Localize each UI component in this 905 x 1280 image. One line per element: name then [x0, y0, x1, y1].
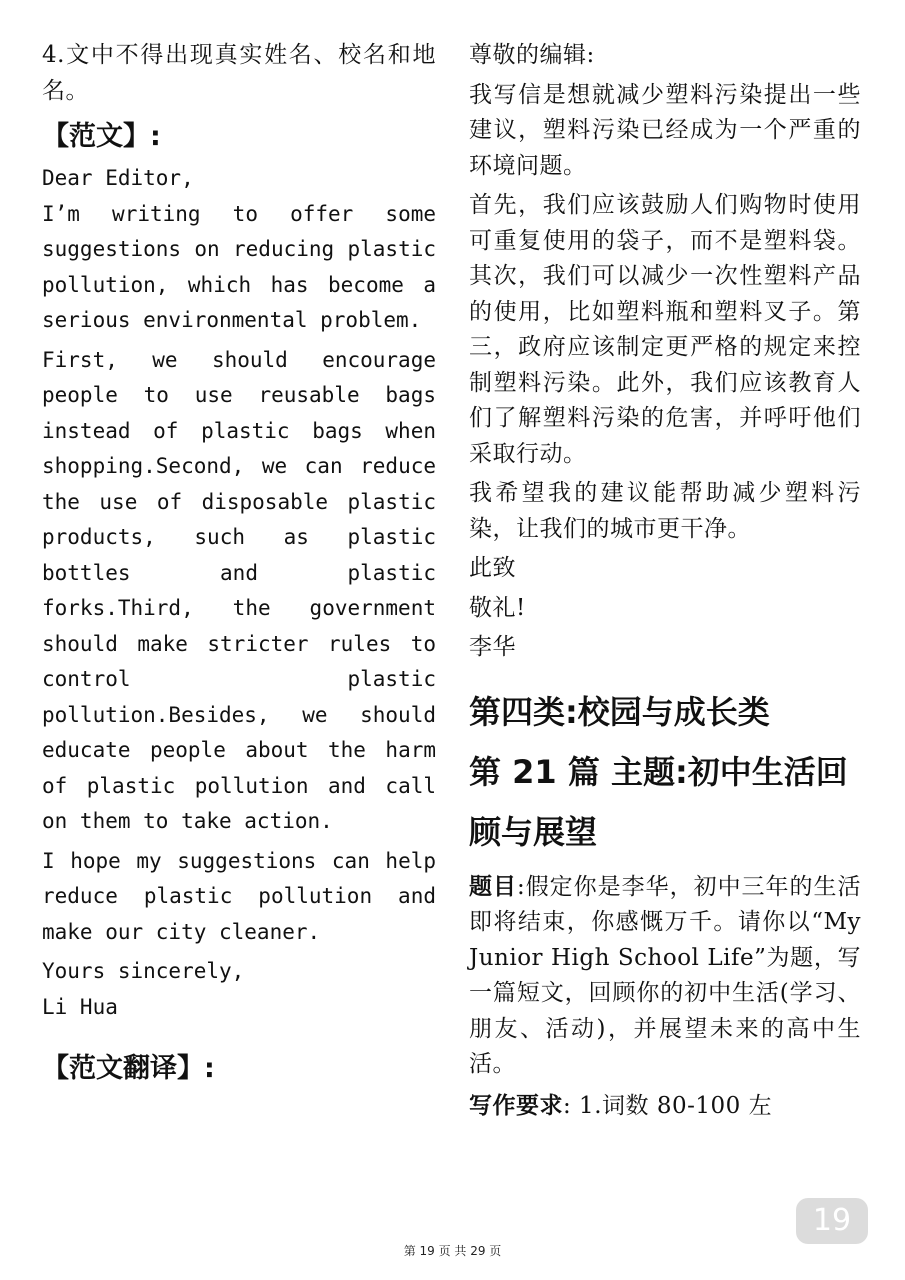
- left-column: [42, 38, 436, 1093]
- letter-signature: Li Hua: [42, 994, 118, 1019]
- translation-paragraph-3: 我希望我的建议能帮助减少塑料污染，让我们的城市更干净。: [469, 480, 861, 542]
- sample-essay-heading: 【范文】:: [42, 121, 161, 152]
- requirements-paragraph: [469, 1089, 861, 1125]
- requirements-text: : 1.词数 80-100 左: [563, 1092, 773, 1119]
- translation-closing-1: 此致: [469, 555, 516, 581]
- right-column: [469, 38, 861, 1124]
- translation-heading: 【范文翻译】:: [42, 1053, 215, 1084]
- translation-paragraph-2: 首先，我们应该鼓励人们购物时使用可重复使用的袋子，而不是塑料袋。其次，我们可以减少一次性塑料产品的使用，比如塑料瓶和塑料叉子。第三，政府应该制定更严格的规定来控制塑料污染。此外，我们应该教育人们了解塑料污染的危害，并呼吁他们采取行动。: [469, 192, 861, 467]
- letter-paragraph-1: I’m writing to offer some suggestions on reducing plastic pollution, which has become a serious environmental problem.: [42, 201, 436, 332]
- translation-signature: 李华: [469, 634, 516, 660]
- prompt-label: 题目: [469, 873, 517, 900]
- translation-paragraph-1: 我写信是想就减少塑料污染提出一些建议，塑料污染已经成为一个严重的环境问题。: [469, 81, 861, 179]
- prompt-text: :假定你是李华，初中三年的生活即将结束，你感慨万千。请你以“My Junior High School Life”为题，写一篇短文，回顾你的初中生活(学习、朋友、活动)，并展望未来的高中生活。: [469, 873, 861, 1077]
- letter-salutation: Dear Editor,: [42, 166, 194, 190]
- requirement-4: 4.文中不得出现真实姓名、校名和地名。: [42, 42, 436, 104]
- article-heading: 第 21 篇 主题:初中生活回顾与展望: [469, 752, 848, 851]
- prompt-paragraph: [469, 870, 861, 1083]
- letter-paragraph-2: First, we should encourage people to use reusable bags instead of plastic bags when shopping.Second, we can reduce the use of disposable plastic products, such as plastic bottles and plastic forks.Third, the government should make stricter rules to control plastic pollution.Besides, we should educate people about the harm of plastic pollution and call on them to take action.: [42, 347, 436, 833]
- letter-closing: Yours sincerely,: [42, 959, 245, 983]
- translation-closing-2: 敬礼!: [469, 594, 526, 621]
- requirements-label: 写作要求: [469, 1092, 563, 1119]
- letter-paragraph-3: I hope my suggestions can help reduce plastic pollution and make our city cleaner.: [42, 848, 436, 944]
- translation-salutation: 尊敬的编辑:: [469, 42, 595, 68]
- page-footer: 第 19 页 共 29 页: [403, 1244, 502, 1258]
- category-heading: 第四类:校园与成长类: [469, 692, 770, 731]
- page-number-badge: 19: [796, 1198, 868, 1244]
